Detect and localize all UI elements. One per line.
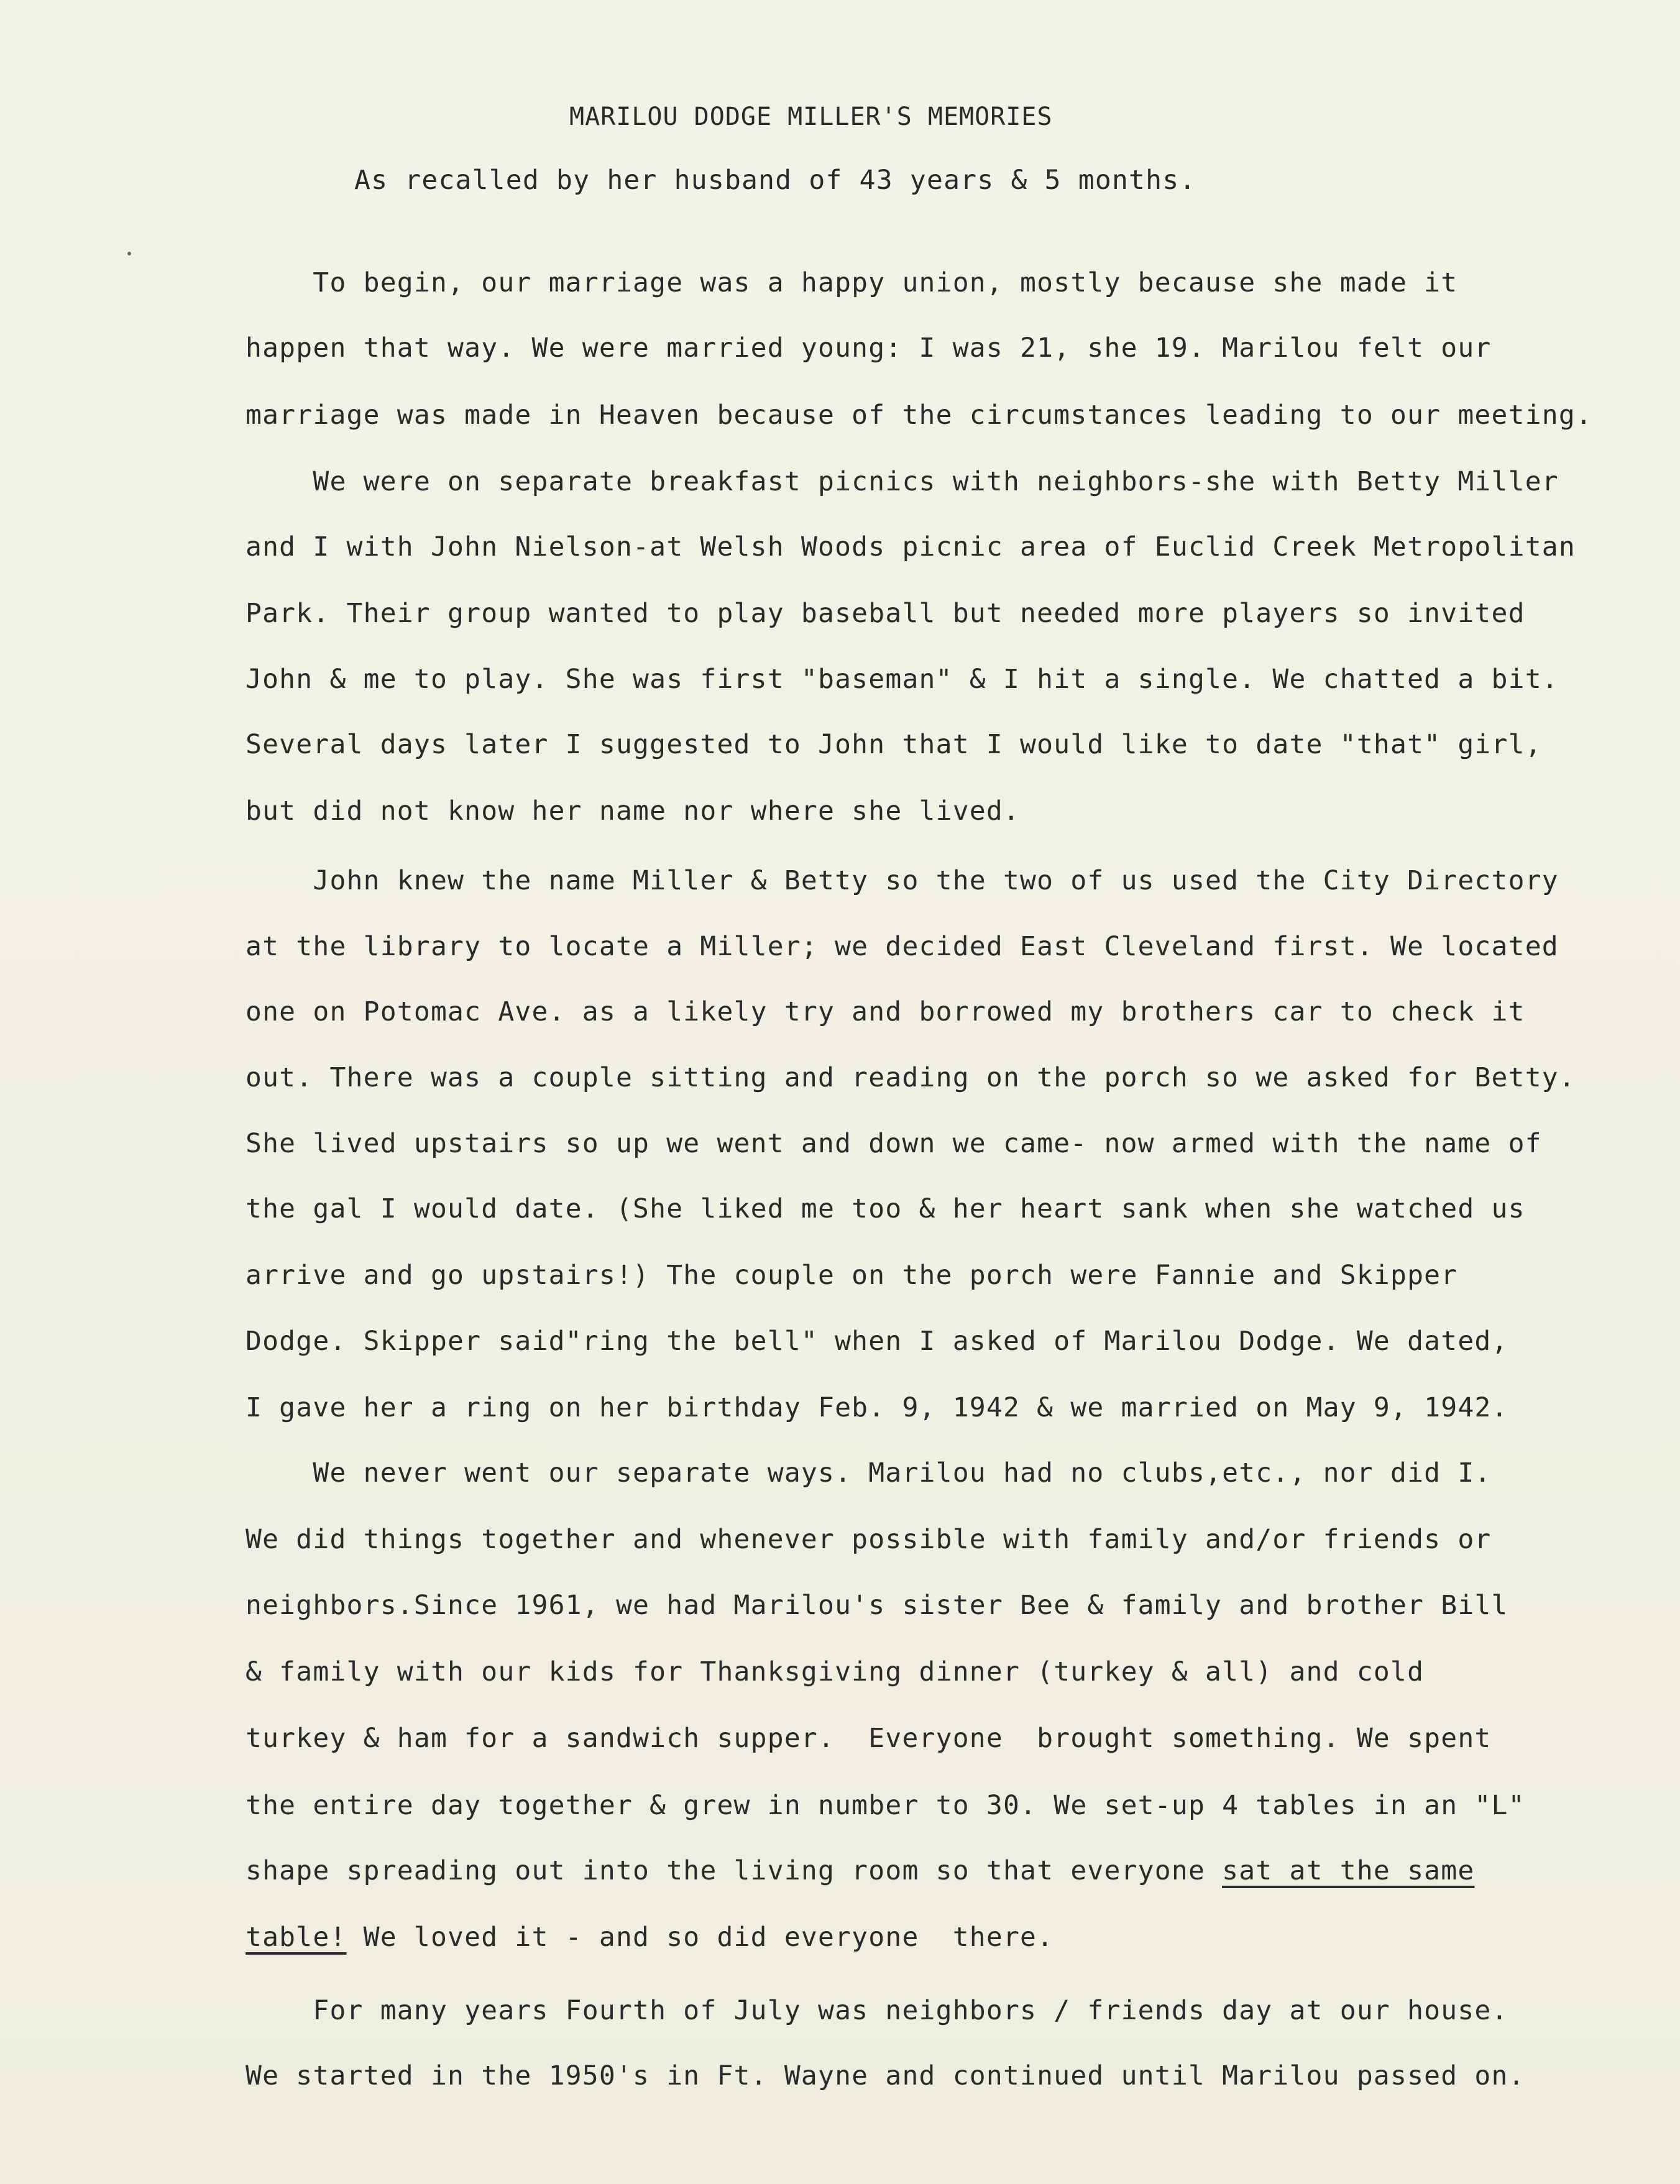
text-line: John knew the name Miller & Betty so the two of us used the City Directory <box>246 865 1559 896</box>
text-line: She lived upstairs so up we went and down we came- now armed with the name of <box>246 1128 1542 1159</box>
text-line <box>246 1855 1474 1886</box>
text-line: marriage was made in Heaven because of the circumstances leading to our meeting. <box>246 400 1593 431</box>
text-line: Several days later I suggested to John that I would like to date "that" girl, <box>246 729 1542 760</box>
text-line: and I with John Nielson-at Welsh Woods picnic area of Euclid Creek Metropolitan <box>246 531 1576 562</box>
text-line: We were on separate breakfast picnics with neighbors-she with Betty Miller <box>246 466 1559 497</box>
text-line: We never went our separate ways. Marilou had no clubs,etc., nor did I. <box>246 1457 1492 1489</box>
text-line: Dodge. Skipper said"ring the bell" when I asked of Marilou Dodge. We dated, <box>246 1326 1508 1357</box>
text-line: We started in the 1950's in Ft. Wayne and continued until Marilou passed on. <box>246 2060 1525 2091</box>
text-segment: shape spreading out into the living room so that everyone <box>246 1855 1223 1886</box>
text-line: at the library to locate a Miller; we decided East Cleveland first. We located <box>246 931 1559 962</box>
text-line: one on Potomac Ave. as a likely try and borrowed my brothers car to check it <box>246 996 1525 1027</box>
text-line: & family with our kids for Thanksgiving dinner (turkey & all) and cold <box>246 1656 1425 1687</box>
text-line: I gave her a ring on her birthday Feb. 9, 1942 & we married on May 9, 1942. <box>246 1392 1508 1423</box>
text-line: arrive and go upstairs!) The couple on the porch were Fannie and Skipper <box>246 1260 1458 1291</box>
text-line: the gal I would date. (She liked me too & her heart sank when she watched us <box>246 1193 1525 1224</box>
document-title: MARILOU DODGE MILLER'S MEMORIES <box>569 103 1053 131</box>
text-line: John & me to play. She was first "baseman" & I hit a single. We chatted a bit. <box>246 664 1559 695</box>
text-line: Park. Their group wanted to play baseball but needed more players so invited <box>246 598 1525 629</box>
text-line: To begin, our marriage was a happy union, mostly because she made it <box>246 267 1458 298</box>
paper-speck <box>127 252 131 255</box>
underlined-text: table! <box>246 1922 347 1953</box>
text-line: out. There was a couple sitting and reading on the porch so we asked for Betty. <box>246 1062 1576 1093</box>
text-line: happen that way. We were married young: I was 21, she 19. Marilou felt our <box>246 333 1492 364</box>
text-line: but did not know her name nor where she lived. <box>246 796 1021 827</box>
text-line <box>246 1922 1053 1953</box>
text-line: the entire day together & grew in number to 30. We set-up 4 tables in an "L" <box>246 1790 1525 1821</box>
underlined-text: sat at the same <box>1222 1855 1475 1886</box>
text-line: neighbors.Since 1961, we had Marilou's sister Bee & family and brother Bill <box>246 1590 1508 1621</box>
document-subtitle: As recalled by her husband of 43 years & 5 months. <box>354 165 1196 196</box>
text-line: We did things together and whenever possible with family and/or friends or <box>246 1524 1492 1555</box>
text-segment: We loved it - and so did everyone there. <box>346 1922 1054 1953</box>
text-line: For many years Fourth of July was neighbors / friends day at our house. <box>246 1995 1508 2026</box>
text-line: turkey & ham for a sandwich supper. Everyone brought something. We spent <box>246 1723 1492 1754</box>
